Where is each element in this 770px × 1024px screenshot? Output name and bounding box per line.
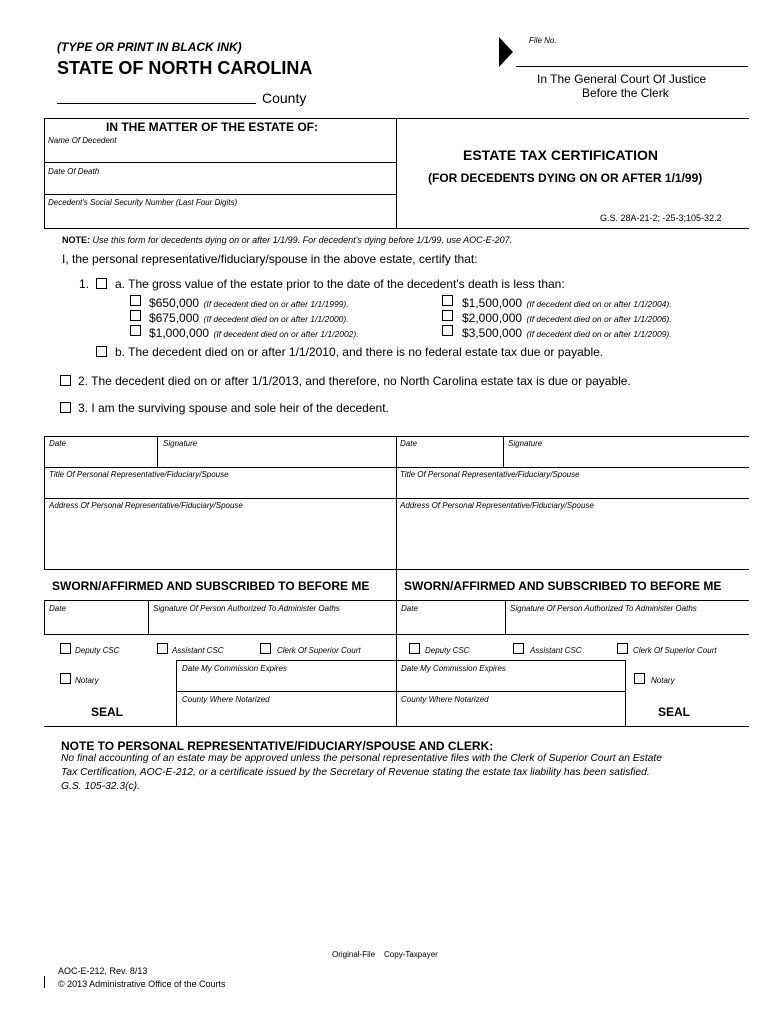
right-county-notarized-field[interactable]	[398, 706, 623, 724]
right-deputy-csc-checkbox[interactable]	[409, 643, 420, 654]
left-sworn-heading: SWORN/AFFIRMED AND SUBSCRIBED TO BEFORE ME	[52, 579, 370, 593]
left-title-label: Title Of Personal Representative/Fiduciary/Spouse	[49, 470, 229, 479]
amount-1000000: $1,000,000 (If decedent died on or after 1/1/2002).	[149, 326, 359, 340]
form-title: ESTATE TAX CERTIFICATION	[463, 147, 658, 163]
left-clerk-checkbox[interactable]	[260, 643, 271, 654]
file-no-label: File No.	[529, 36, 557, 45]
right-signature-label: Signature	[508, 439, 543, 448]
right-assistant-csc-label: Assistant CSC	[530, 646, 582, 655]
right-title-field[interactable]	[398, 480, 748, 497]
left-notary-checkbox[interactable]	[60, 673, 71, 684]
item3-label: 3. I am the surviving spouse and sole heir of the decedent.	[78, 401, 389, 415]
form-subtitle: (FOR DECEDENTS DYING ON OR AFTER 1/1/99)	[428, 171, 703, 185]
final-note-line1: No final accounting of an estate may be approved unless the personal representative files with the Clerk of Superior Court an Estate	[61, 753, 662, 764]
item1-number: 1.	[79, 277, 90, 291]
final-note-heading: NOTE TO PERSONAL REPRESENTATIVE/FIDUCIARY/SPOUSE AND CLERK:	[61, 739, 494, 753]
left-county-notarized-label: County Where Notarized	[182, 695, 270, 704]
amount-3500000-checkbox[interactable]	[442, 325, 453, 336]
date-of-death-label: Date Of Death	[48, 167, 100, 176]
amount-1500000: $1,500,000 (If decedent died on or after 1/1/2004).	[462, 296, 672, 310]
left-signature-field[interactable]	[159, 450, 395, 466]
ink-note: (TYPE OR PRINT IN BLACK INK)	[57, 40, 242, 54]
right-title-label: Title Of Personal Representative/Fiduciary/Spouse	[400, 470, 580, 479]
right-signature-field[interactable]	[505, 450, 748, 466]
left-address-label: Address Of Personal Representative/Fiduciary/Spouse	[49, 501, 243, 510]
item1b-checkbox[interactable]	[96, 346, 107, 357]
court-line-2: Before the Clerk	[582, 86, 669, 100]
right-assistant-csc-checkbox[interactable]	[513, 643, 524, 654]
amount-3500000: $3,500,000 (If decedent died on or after 1/1/2009).	[462, 326, 672, 340]
amount-650000: $650,000 (If decedent died on or after 1/1/1999).	[149, 296, 349, 310]
county-field-line[interactable]	[57, 103, 256, 104]
file-no-field-line[interactable]	[516, 66, 748, 67]
note-text: Use this form for decedents dying on or after 1/1/99. For decedent's dying before 1/1/99, use AOC-E-207.	[92, 235, 513, 245]
right-county-notarized-label: County Where Notarized	[401, 695, 489, 704]
copyright: © 2013 Administrative Office of the Courts	[58, 979, 226, 989]
right-address-label: Address Of Personal Representative/Fiduciary/Spouse	[400, 501, 594, 510]
item2-label: 2. The decedent died on or after 1/1/2013, and therefore, no North Carolina estate tax is due or payable.	[78, 374, 631, 388]
state-title: STATE OF NORTH CAROLINA	[57, 58, 313, 78]
right-sworn-heading: SWORN/AFFIRMED AND SUBSCRIBED TO BEFORE ME	[404, 579, 722, 593]
left-assistant-csc-label: Assistant CSC	[172, 646, 224, 655]
item2-checkbox[interactable]	[60, 375, 71, 386]
statute-reference: G.S. 28A-21-2; -25-3;105-32.2	[600, 213, 722, 223]
left-date-field[interactable]	[46, 450, 156, 466]
amount-1500000-checkbox[interactable]	[442, 295, 453, 306]
left-commission-label: Date My Commission Expires	[182, 664, 287, 673]
left-sworn-date-label: Date	[49, 604, 66, 613]
right-sworn-date-label: Date	[401, 604, 418, 613]
left-clerk-label: Clerk Of Superior Court	[277, 646, 361, 655]
right-seal: SEAL	[658, 705, 691, 719]
left-deputy-csc-label: Deputy CSC	[75, 646, 120, 655]
name-of-decedent-label: Name Of Decedent	[48, 136, 117, 145]
left-signature-label: Signature	[163, 439, 198, 448]
final-note-line2: Tax Certification, AOC-E-212, or a certificate issued by the Secretary of Revenue stating the estate tax liability has been satisfied.	[61, 767, 650, 778]
note-label: NOTE:	[62, 235, 90, 245]
left-address-field[interactable]	[46, 512, 394, 568]
left-sig-auth-field[interactable]	[150, 615, 394, 632]
right-deputy-csc-label: Deputy CSC	[425, 646, 470, 655]
right-notary-checkbox[interactable]	[634, 673, 645, 684]
left-sig-auth-label: Signature Of Person Authorized To Administer Oaths	[153, 604, 340, 613]
left-assistant-csc-checkbox[interactable]	[157, 643, 168, 654]
right-sworn-date-field[interactable]	[398, 615, 503, 632]
form-id: AOC-E-212, Rev. 8/13	[58, 966, 148, 976]
left-date-label: Date	[49, 439, 66, 448]
county-label: County	[262, 90, 307, 106]
left-county-notarized-field[interactable]	[178, 706, 394, 724]
amount-1000000-checkbox[interactable]	[130, 325, 141, 336]
right-notary-label: Notary	[651, 676, 675, 685]
right-commission-label: Date My Commission Expires	[401, 664, 506, 673]
ssn-field[interactable]	[46, 208, 394, 226]
left-title-field[interactable]	[46, 480, 394, 497]
amount-675000: $675,000 (If decedent died on or after 1/1/2000).	[149, 311, 349, 325]
date-of-death-field[interactable]	[46, 177, 394, 193]
right-clerk-label: Clerk Of Superior Court	[633, 646, 717, 655]
court-line-1: In The General Court Of Justice	[537, 72, 707, 86]
left-deputy-csc-checkbox[interactable]	[60, 643, 71, 654]
ssn-label: Decedent's Social Security Number (Last Four Digits)	[48, 198, 238, 207]
distribution: Original-File Copy-Taxpayer	[332, 950, 438, 959]
right-sig-auth-label: Signature Of Person Authorized To Administer Oaths	[510, 604, 697, 613]
item1b-label: b. The decedent died on or after 1/1/2010, and there is no federal estate tax due or payable.	[115, 345, 604, 359]
left-sworn-date-field[interactable]	[46, 615, 146, 632]
matter-title: IN THE MATTER OF THE ESTATE OF:	[106, 120, 318, 134]
certify-intro: I, the personal representative/fiduciary/spouse in the above estate, certify that:	[62, 252, 478, 266]
final-note-line3: G.S. 105-32.3(c).	[61, 781, 140, 792]
arrow-icon	[499, 37, 515, 67]
amount-2000000: $2,000,000 (If decedent died on or after 1/1/2006).	[462, 311, 672, 325]
item3-checkbox[interactable]	[60, 402, 71, 413]
left-notary-label: Notary	[75, 676, 99, 685]
note	[62, 235, 512, 245]
item1a-checkbox[interactable]	[96, 278, 107, 289]
amount-675000-checkbox[interactable]	[130, 310, 141, 321]
right-clerk-checkbox[interactable]	[617, 643, 628, 654]
right-date-label: Date	[400, 439, 417, 448]
right-commission-field[interactable]	[398, 675, 623, 690]
right-date-field[interactable]	[398, 450, 502, 466]
name-of-decedent-field[interactable]	[46, 146, 394, 162]
item1a-label: a. The gross value of the estate prior to the date of the decedent's death is less than:	[115, 277, 565, 291]
right-sig-auth-field[interactable]	[507, 615, 748, 632]
left-commission-field[interactable]	[178, 675, 394, 690]
left-seal: SEAL	[91, 705, 124, 719]
right-address-field[interactable]	[398, 512, 748, 568]
amount-650000-checkbox[interactable]	[130, 295, 141, 306]
amount-2000000-checkbox[interactable]	[442, 310, 453, 321]
